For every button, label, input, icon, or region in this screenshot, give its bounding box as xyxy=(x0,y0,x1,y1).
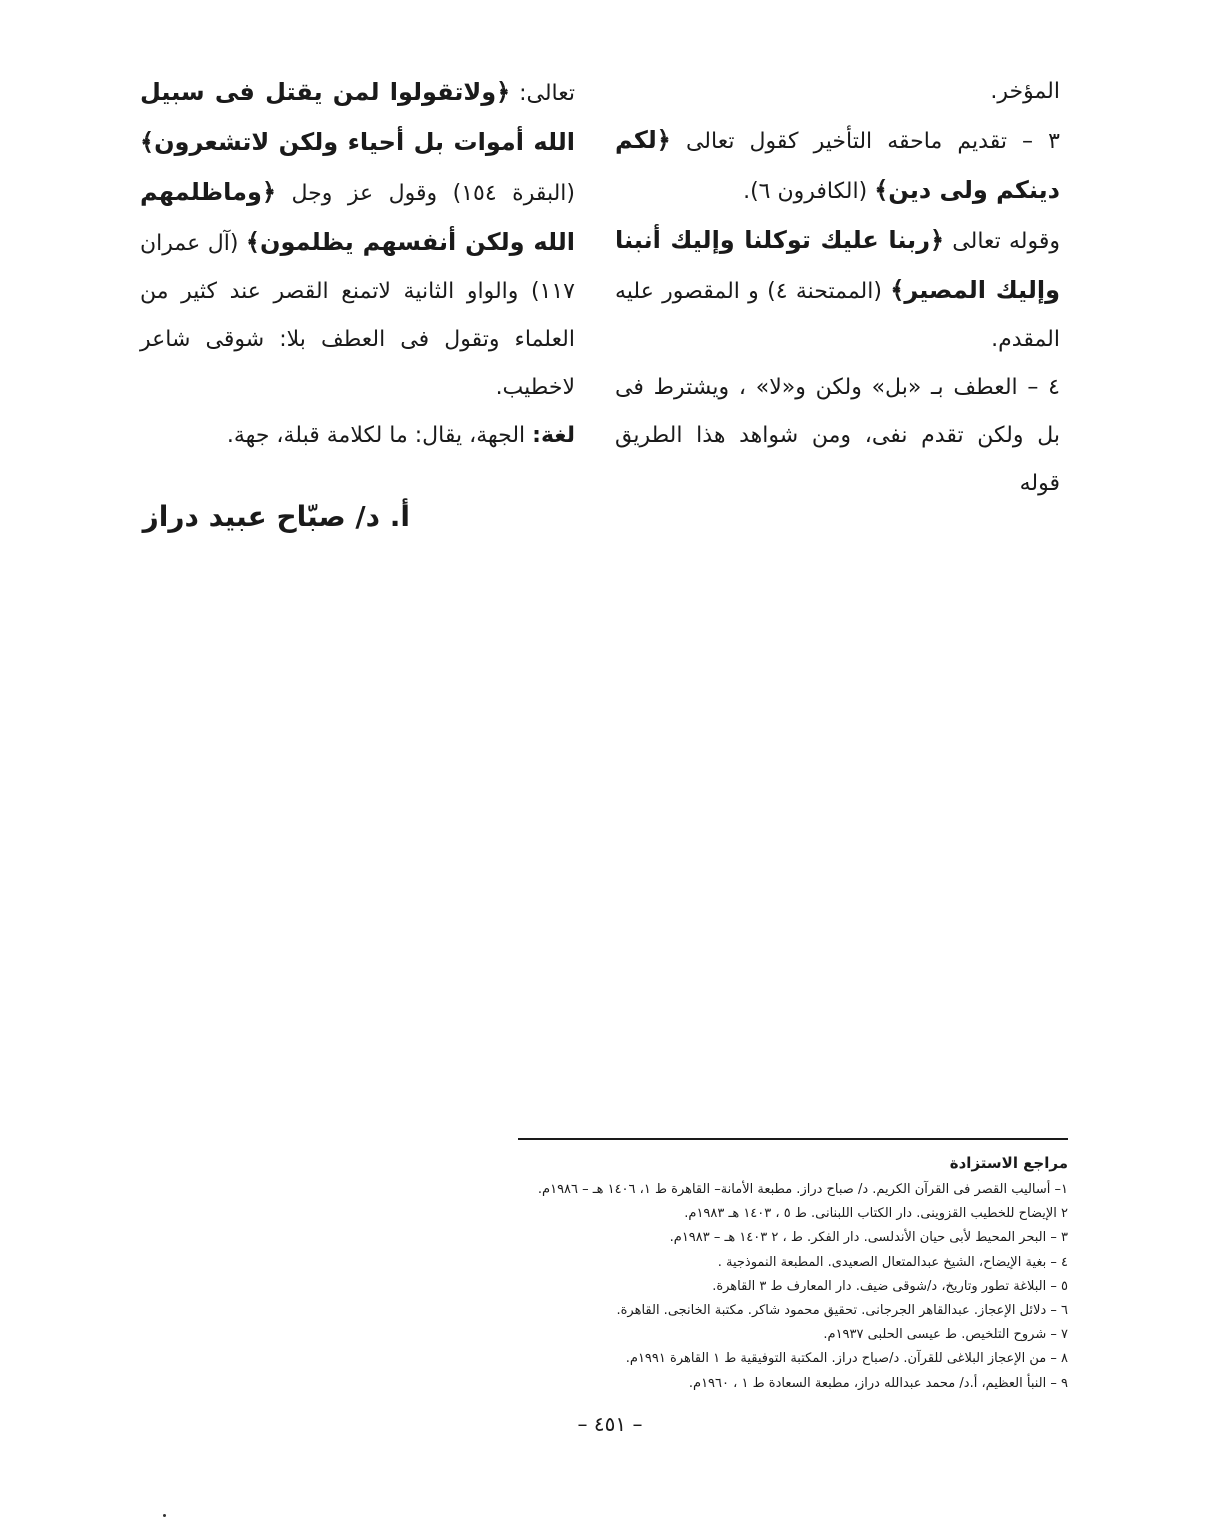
references-divider xyxy=(518,1138,1068,1140)
verse-citation: (البقرة ١٥٤) وقول عز وجل xyxy=(291,181,575,206)
references-list xyxy=(400,1178,1068,1396)
quran-verse-mumtahina: ﴿ربنا عليك توكلنا وإليك أنبنا وإليك المصير﴾ xyxy=(615,226,1060,304)
reference-item: ٦ – دلائل الإعجاز. عبدالقاهر الجرجانى. تحقيق محمود شاكر. مكتبة الخانجى. القاهرة. xyxy=(616,1303,1068,1319)
reference-item: ١– أساليب القصر فى القرآن الكريم. د/ صباح دراز. مطبعة الأمانة– القاهرة ط ١، ١٤٠٦ هـ – ١٩٨٦م. xyxy=(537,1182,1068,1197)
left-column xyxy=(140,68,575,460)
quran-verse-al-imran: ﴿وماظلمهم الله ولكن أنفسهم يظلمون﴾ xyxy=(140,178,575,256)
scan-artifact-dot xyxy=(163,1514,166,1517)
reference-item: ٥ – البلاغة تطور وتاريخ، د/شوقى ضيف. دار المعارف ط ٣ القاهرة. xyxy=(712,1278,1068,1294)
references-title: مراجع الاستزادة xyxy=(949,1154,1068,1172)
paragraph-point-3 xyxy=(615,116,1060,216)
reference-item: ٢ الإيضاح للخطيب القزوينى. دار الكتاب اللبنانى. ط ٥ ، ١٤٠٣ هـ ١٩٨٣م. xyxy=(684,1206,1068,1222)
reference-item: ٤ – بغية الإيضاح، الشيخ عبدالمتعال الصعيدى. المطبعة النموذجية . xyxy=(717,1254,1068,1270)
verse-intro: تعالى: xyxy=(519,81,575,106)
right-column xyxy=(615,68,1060,508)
paragraph-tail: (آل عمران ١١٧) والواو الثانية لاتمنع القصر عند كثير من العلماء وتقول فى العطف بلا: شوقى شاعر لاخطيب. xyxy=(140,231,575,400)
paragraph-verse-mumtahina xyxy=(615,216,1060,364)
verse-citation: (الكافرون ٦). xyxy=(743,179,868,204)
point-3-text: ٣ – تقديم ماحقه التأخير كقول تعالى xyxy=(685,129,1060,154)
page-number: – ٤٥١ – xyxy=(577,1412,643,1436)
paragraph-point-4: ٤ – العطف بـ «بل» ولكن و«لا» ، ويشترط فى بل ولكن تقدم نفى، ومن شواهد هذا الطريق قوله xyxy=(615,375,1060,496)
reference-item: ٨ – من الإعجاز البلاغى للقرآن. د/صباح دراز. المكتبة التوفيقية ط ١ القاهرة ١٩٩١م. xyxy=(625,1351,1068,1367)
paragraph-verses xyxy=(140,68,575,412)
definition-term: لغة: xyxy=(532,423,575,448)
reference-item: ٣ – البحر المحيط لأبى حيان الأندلسى. دار الفكر. ط ، ٢ ١٤٠٣ هـ – ١٩٨٣م. xyxy=(669,1230,1068,1246)
definition-text: الجهة، يقال: ما لكلامة قبلة، جهة. xyxy=(226,423,526,448)
verse-citation: (الممتحنة ٤) و المقصور عليه المقدم. xyxy=(615,279,1060,352)
reference-item: ٩ – النبأ العظيم، أ.د/ محمد عبدالله دراز، مطبعة السعادة ط ١ ، ١٩٦٠م. xyxy=(688,1375,1068,1391)
author-signature: أ. د/ صبّاح عبيد دراز xyxy=(142,500,410,533)
quran-verse-kafirun: ﴿لكم دينكم ولى دين﴾ xyxy=(615,126,1060,204)
paragraph-definition xyxy=(140,412,575,460)
paragraph-continuation: المؤخر. xyxy=(990,79,1060,104)
references-section xyxy=(400,1152,1068,1396)
verse-intro: وقوله تعالى xyxy=(952,229,1060,254)
quran-verse-baqara: ﴿ولاتقولوا لمن يقتل فى سبيل الله أموات بل أحياء ولكن لاتشعرون﴾ xyxy=(140,78,575,156)
reference-item: ٧ – شروح التلخيص. ط عيسى الحلبى ١٩٣٧م. xyxy=(823,1327,1068,1343)
